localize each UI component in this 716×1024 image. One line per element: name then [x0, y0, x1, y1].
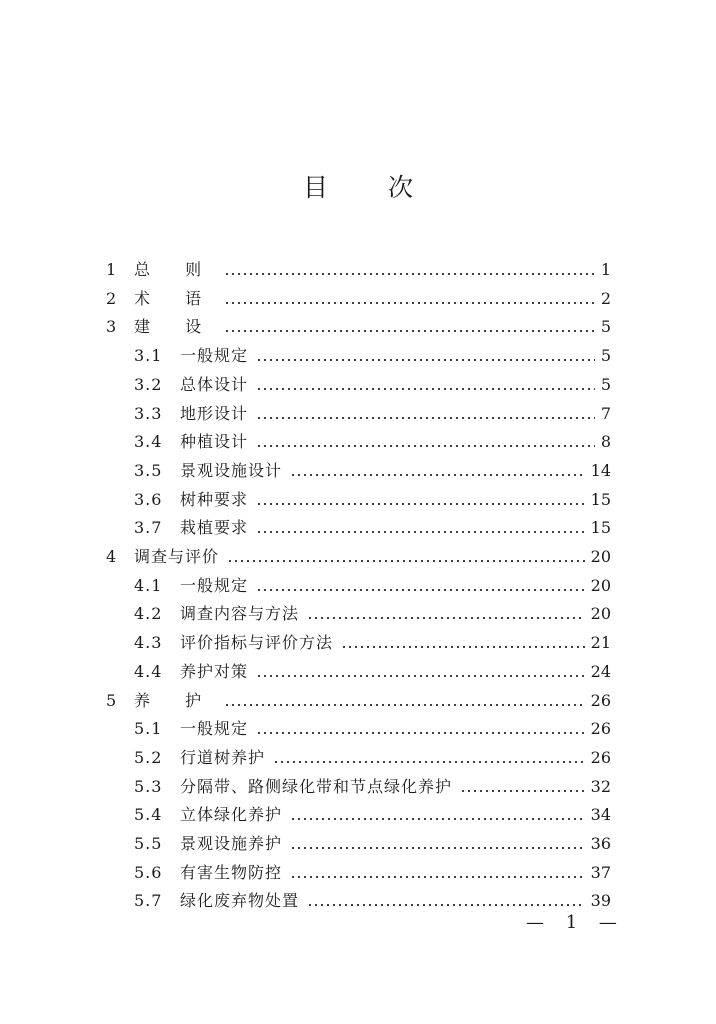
toc-entry[interactable]: [134, 797, 611, 825]
dot-leader: [273, 761, 585, 763]
toc-entry[interactable]: [134, 740, 611, 768]
dot-leader: [290, 876, 585, 878]
toc-entry-title: 建 设: [134, 317, 217, 337]
dot-leader: [256, 359, 595, 361]
toc-entry[interactable]: [134, 424, 611, 452]
toc-entry-number: 3.3: [134, 403, 163, 423]
toc-entry-title: 绿化废弃物处置: [180, 891, 300, 911]
toc-entry-number: 3.7: [134, 518, 163, 538]
toc-entry-title: 景观设施养护: [180, 834, 283, 853]
toc-entry-page: 5: [600, 346, 611, 366]
toc-entry-title: 一般规定: [180, 719, 249, 739]
toc-entry-number: 5.6: [134, 862, 163, 882]
dot-leader: [256, 589, 585, 591]
toc-entry-title: 栽植要求: [180, 518, 249, 538]
toc-entry[interactable]: [106, 281, 611, 309]
toc-entry-page: 20: [590, 604, 611, 624]
toc-entry-page: 7: [600, 403, 611, 423]
toc-entry[interactable]: [134, 625, 611, 653]
toc-entry-title: 调查与评价: [134, 547, 220, 566]
toc-entry-page: 26: [590, 719, 611, 739]
toc-entry-number: 5.4: [134, 805, 163, 825]
dot-leader: [256, 445, 595, 447]
toc-entry[interactable]: [134, 396, 611, 424]
toc-entry[interactable]: [134, 367, 611, 395]
toc-entry[interactable]: [134, 482, 611, 510]
toc-entry-number: 5.1: [134, 719, 163, 739]
toc-entry[interactable]: [134, 883, 611, 911]
toc-entry-number: 2: [106, 288, 117, 308]
toc-entry-number: 5: [106, 690, 117, 710]
toc-entry-page: 26: [590, 747, 611, 767]
toc-entry[interactable]: [134, 453, 611, 481]
toc-entry-title: 分隔带、路侧绿化带和节点绿化养护: [180, 776, 453, 796]
toc-entry-number: 5.5: [134, 834, 163, 853]
toc-entry[interactable]: [134, 711, 611, 739]
toc-entry-title: 总 则: [134, 260, 217, 279]
toc-entry[interactable]: [106, 309, 611, 337]
dot-leader: [341, 646, 585, 648]
toc-entry-number: 4: [106, 547, 117, 566]
toc-entry-number: 3.2: [134, 374, 163, 394]
toc-entry[interactable]: [134, 855, 611, 883]
toc-entry-title: 行道树养护: [180, 747, 266, 767]
toc-entry[interactable]: [134, 568, 611, 596]
dot-leader: [307, 904, 585, 906]
toc-entry[interactable]: [134, 769, 611, 797]
toc-entry-title: 地形设计: [180, 403, 249, 423]
toc-entry-page: 37: [590, 862, 611, 882]
toc-entry-page: 14: [590, 460, 611, 480]
dot-leader: [256, 388, 595, 390]
toc-entry[interactable]: [134, 826, 611, 854]
toc-entry-page: 8: [600, 432, 611, 452]
toc-entry-title: 一般规定: [180, 575, 249, 595]
toc-entry-number: 3.6: [134, 489, 163, 509]
toc-entry-number: 5.7: [134, 891, 163, 911]
dot-leader: [227, 560, 585, 562]
dot-leader: [290, 847, 585, 849]
toc-entry-number: 4.4: [134, 661, 163, 681]
toc-entry-page: 20: [590, 547, 611, 566]
dot-leader: [224, 330, 595, 332]
toc-entry-number: 1: [106, 260, 117, 279]
toc-entry-title: 调查内容与方法: [180, 604, 300, 624]
toc-entry-page: 15: [590, 518, 611, 538]
toc-entry-title: 一般规定: [180, 346, 249, 366]
toc-entry-number: 3.4: [134, 432, 163, 452]
toc-entry-number: 4.1: [134, 575, 163, 595]
page-title: 目 次: [303, 173, 439, 202]
toc-entry[interactable]: [134, 510, 611, 538]
page-number-footer: — 1 —: [526, 912, 625, 933]
toc-entry-number: 3: [106, 317, 117, 337]
dot-leader: [290, 474, 585, 476]
toc-entry-page: 21: [590, 633, 611, 653]
dot-leader: [256, 732, 585, 734]
dot-leader: [256, 675, 585, 677]
toc-entry-page: 1: [600, 260, 611, 279]
toc-entry[interactable]: [106, 683, 611, 711]
toc-entry-page: 36: [590, 834, 611, 853]
toc-entry-page: 34: [590, 805, 611, 825]
toc-entry-title: 养护对策: [180, 661, 249, 681]
toc-entry-number: 4.2: [134, 604, 163, 624]
dot-leader: [224, 704, 585, 706]
toc-entry-title: 养 护: [134, 690, 217, 710]
toc-entry-title: 树种要求: [180, 489, 249, 509]
toc-entry-page: 2: [600, 288, 611, 308]
toc-entry-title: 总体设计: [180, 374, 249, 394]
toc-entry-title: 评价指标与评价方法: [180, 633, 334, 653]
dot-leader: [256, 531, 585, 533]
dot-leader: [290, 818, 585, 820]
toc-entry-title: 有害生物防控: [180, 862, 283, 882]
dot-leader: [224, 302, 595, 304]
toc-entry-title: 种植设计: [180, 432, 249, 452]
dot-leader: [224, 273, 595, 275]
toc-entry[interactable]: [106, 252, 611, 280]
toc-entry-number: 4.3: [134, 633, 163, 653]
toc-entry-number: 5.3: [134, 776, 163, 796]
toc-entry-page: 20: [590, 575, 611, 595]
toc-entry-title: 立体绿化养护: [180, 805, 283, 825]
toc-entry[interactable]: [134, 596, 611, 624]
toc-entry[interactable]: [134, 654, 611, 682]
toc-entry-page: 15: [590, 489, 611, 509]
toc-entry-page: 32: [590, 776, 611, 796]
dot-leader: [307, 617, 585, 619]
toc-entry-number: 3.1: [134, 346, 163, 366]
toc-entry-number: 5.2: [134, 747, 163, 767]
toc-entry-page: 39: [590, 891, 611, 911]
dot-leader: [460, 790, 585, 792]
dot-leader: [256, 417, 595, 419]
toc-entry-title: 景观设施设计: [180, 460, 283, 480]
toc-entry[interactable]: [134, 338, 611, 366]
toc-entry-page: 26: [590, 690, 611, 710]
toc-entry-title: 术 语: [134, 288, 217, 308]
toc-entry-page: 24: [590, 661, 611, 681]
toc-entry[interactable]: [106, 539, 611, 567]
toc-entry-number: 3.5: [134, 460, 163, 480]
dot-leader: [256, 503, 585, 505]
toc-entry-page: 5: [600, 374, 611, 394]
toc-entry-page: 5: [600, 317, 611, 337]
